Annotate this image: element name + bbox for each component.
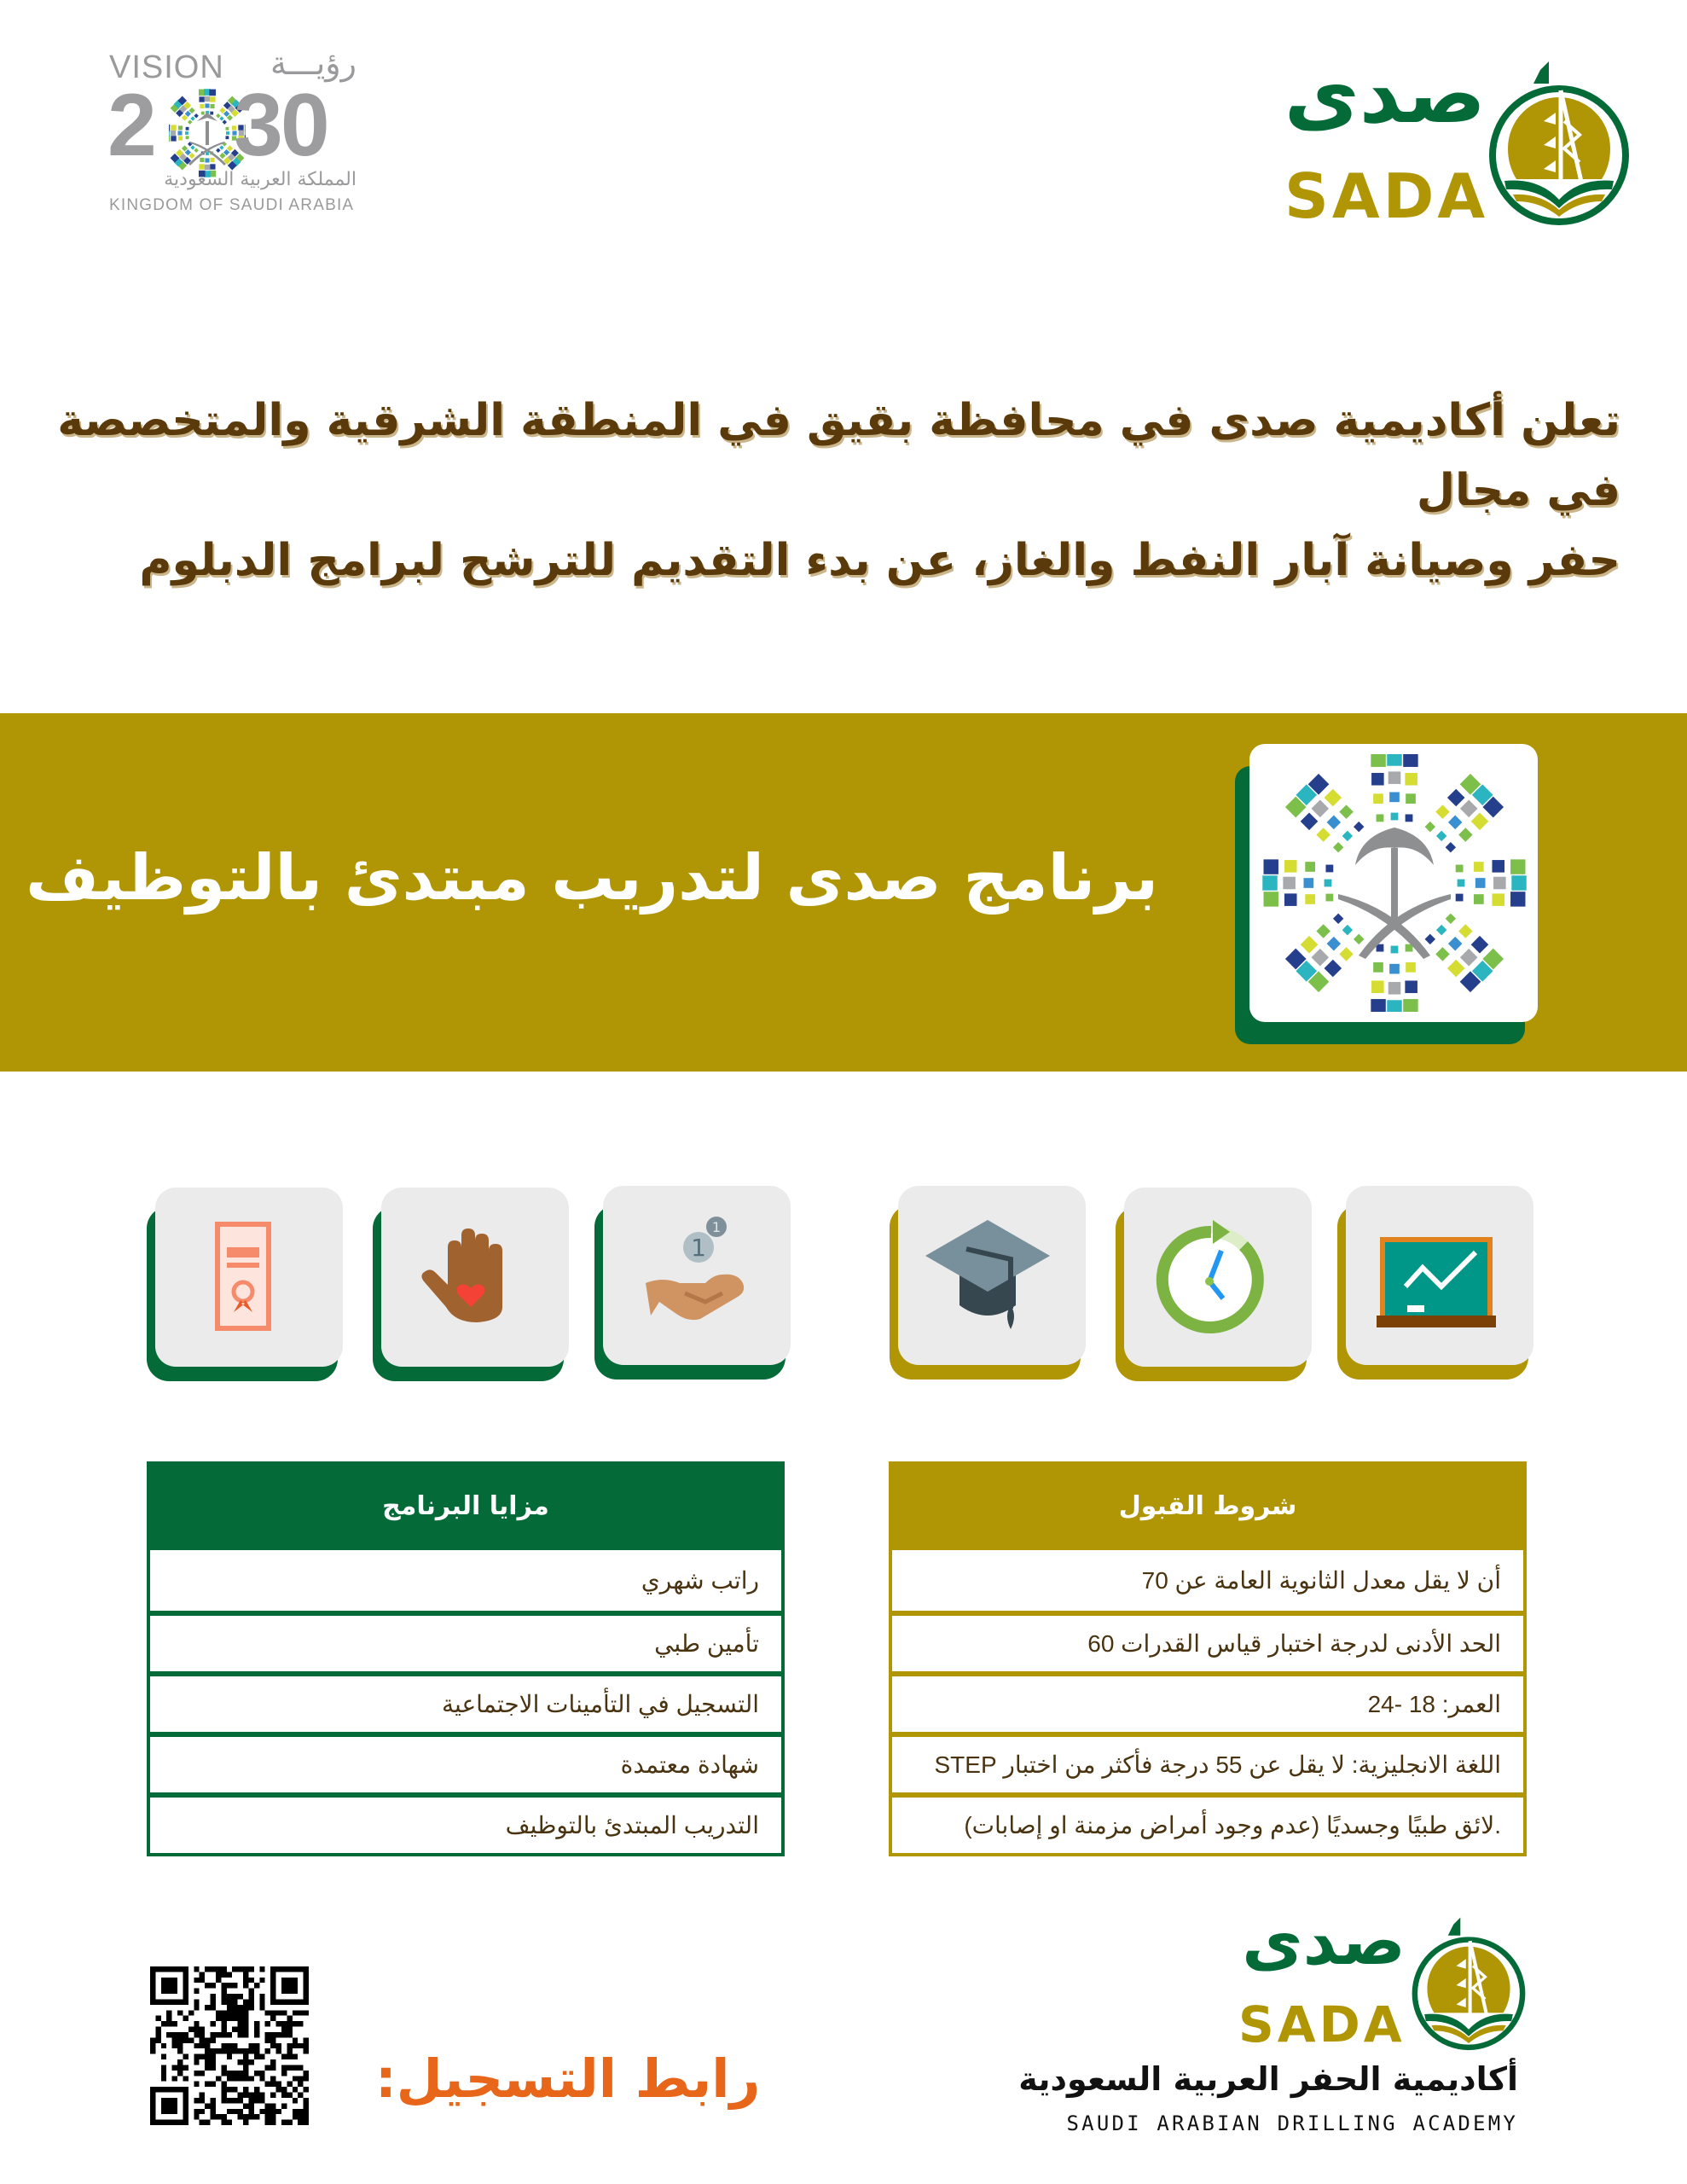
vision-2030-emblem-icon — [1261, 754, 1528, 1012]
announcement-line-1: تعلن أكاديمية صدى في محافظة بقيق في المنطقة الشرقية والمتخصصة في مجال — [57, 395, 1620, 516]
benefit-card-hand-heart — [373, 1188, 569, 1384]
benefits-table — [147, 1461, 785, 1856]
requirements-table — [889, 1461, 1527, 1856]
requirement-row: الحد الأدنى لدرجة اختبار قياس القدرات 60 — [892, 1611, 1523, 1671]
graduation-cap-icon — [924, 1211, 1052, 1339]
banner-emblem-card — [1249, 744, 1538, 1022]
program-title: برنامج صدى لتدريب مبتدئ بالتوظيف — [26, 841, 1158, 915]
benefit-row: شهادة معتمدة — [150, 1732, 781, 1792]
sada-name-english: SADA — [1284, 160, 1489, 232]
requirement-card-clock — [1116, 1188, 1312, 1384]
requirement-card-graduation — [890, 1186, 1086, 1382]
requirement-card-chalkboard — [1337, 1186, 1533, 1382]
vision-word: VISION — [109, 49, 224, 85]
requirements-table-header: شروط القبول — [892, 1461, 1523, 1550]
requirement-row: اللغة الانجليزية: لا يقل عن 55 درجة فأكثر من اختبار STEP — [892, 1732, 1523, 1792]
benefit-card-certificate — [147, 1188, 343, 1384]
sada-logo-bottom — [1018, 1903, 1527, 2146]
hand-coins-icon — [629, 1211, 757, 1339]
certificate-icon — [181, 1213, 309, 1341]
sada-name-arabic: صدى — [1284, 46, 1486, 142]
benefit-card-hand-coins — [594, 1186, 791, 1382]
vision-country-arabic: المملكة العربية السعودية — [164, 169, 357, 190]
requirement-row: العمر: 18 -24 — [892, 1671, 1523, 1732]
vision-year-2: 2 — [107, 76, 157, 175]
academy-name-english: SAUDI ARABIAN DRILLING ACADEMY — [1066, 2111, 1518, 2135]
svg-text:1: 1 — [711, 1219, 722, 1235]
registration-link-label: رابط التسجيل: — [375, 2048, 761, 2110]
vision-year-30: 30 — [234, 76, 328, 175]
benefit-row: التدريب المبتدئ بالتوظيف — [150, 1792, 781, 1853]
benefit-row: تأمين طبي — [150, 1611, 781, 1671]
sada-name-arabic-bottom: صدى — [1242, 1903, 1406, 1980]
requirement-row: أن لا يقل معدل الثانوية العامة عن 70 — [892, 1550, 1523, 1611]
chalkboard-icon — [1371, 1211, 1499, 1339]
svg-text:1: 1 — [691, 1234, 706, 1262]
requirement-row: .لائق طبيًا وجسديًا (عدم وجود أمراض مزمنة او إصابات) — [892, 1792, 1523, 1853]
academy-name-arabic: أكاديمية الحفر العربية السعودية — [1018, 2060, 1518, 2098]
vision-2030-logo — [107, 44, 363, 220]
vision-country-english: KINGDOM OF SAUDI ARABIA — [109, 196, 355, 214]
hand-heart-icon — [407, 1213, 535, 1341]
benefit-row: التسجيل في التأمينات الاجتماعية — [150, 1671, 781, 1732]
registration-qr-code[interactable] — [150, 1966, 309, 2125]
sada-derrick-emblem-icon — [1487, 61, 1631, 229]
benefit-row: راتب شهري — [150, 1550, 781, 1611]
sada-derrick-emblem-icon — [1411, 1917, 1527, 2053]
program-banner — [0, 713, 1687, 1072]
vision-word-arabic: رؤيـــة — [270, 44, 357, 82]
announcement-heading — [51, 386, 1620, 595]
sada-logo-top — [1279, 46, 1638, 232]
benefits-table-header: مزايا البرنامج — [150, 1461, 781, 1550]
announcement-line-2: حفر وصيانة آبار النفط والغاز، عن بدء التقديم للترشح لبرامج الدبلوم — [139, 535, 1620, 586]
clock-icon — [1150, 1213, 1278, 1341]
sada-name-english-bottom: SADA — [1238, 1995, 1406, 2053]
